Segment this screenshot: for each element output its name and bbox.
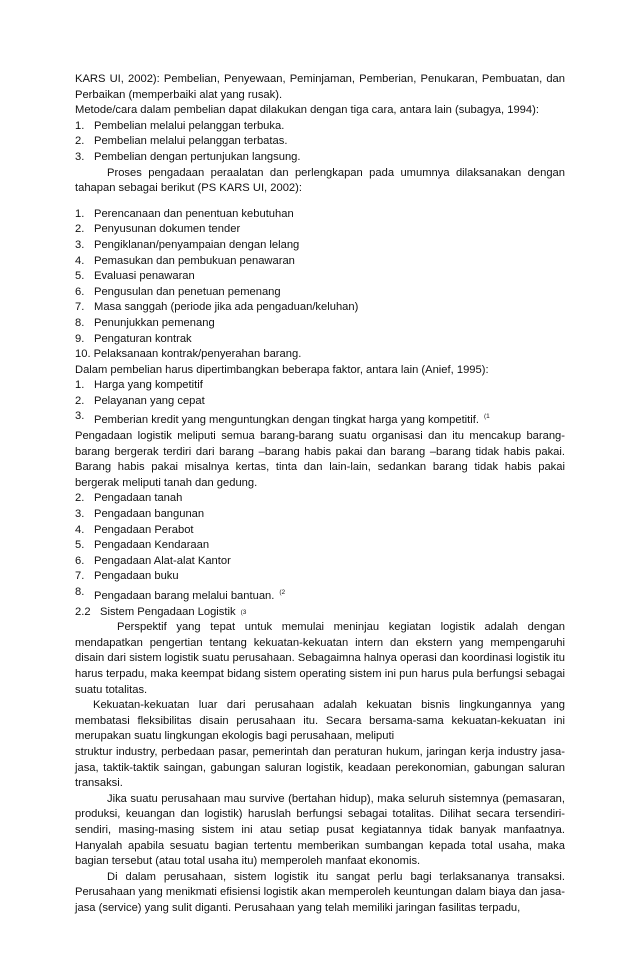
list-number: 7. <box>75 570 85 583</box>
footnote-marker: (3 <box>240 608 247 616</box>
section-number: 2.2 <box>75 605 91 618</box>
list-number: 2. <box>75 223 85 236</box>
list-text: Pengadaan bangunan <box>94 508 205 521</box>
list-number: 7. <box>75 301 85 314</box>
list-number: 4. <box>75 523 85 536</box>
list-number: 9. <box>75 332 85 345</box>
list-text: Pengiklanan/penyampaian dengan lelang <box>94 238 300 251</box>
list-item <box>75 569 565 585</box>
paragraph-kekuatan: Kekuatan-kekuatan luar dari perusahaan adalah kekuatan bisnis lingkungannya yang membatasi fleksibilitas disain perusahaan itu. Secara bersama-sama kekuatan-kekuatan ini merupakan suatu lingkungan ekologis bagi perusahaan, meliputi <box>75 699 565 743</box>
list-text: Pengadaan barang melalui bantuan. <box>94 590 275 602</box>
list-text: Pengusulan dan penetuan pemenang <box>94 285 281 298</box>
list-text: Pemasukan dan pembukuan penawaran <box>94 254 295 267</box>
list-item <box>75 300 565 316</box>
list-text: Pemberian kredit yang menguntungkan dengan tingkat harga yang kompetitif. <box>94 414 479 427</box>
list-text: Harga yang kompetitif <box>94 379 203 392</box>
paragraph-struktur: struktur industry, perbedaan pasar, pemerintah dan peraturan hukum, jaringan kerja industry jasa-jasa, taktik-taktik saingan, gabungan saluran logistik, keadaan perekonomian, gabungan saluran transaksi. <box>75 745 565 790</box>
list-number: 5. <box>75 539 85 552</box>
list-text: Pembelian melalui pelanggan terbuka. <box>94 119 285 132</box>
list-number: 6. <box>75 554 85 567</box>
list-number: 1. <box>75 119 85 132</box>
paragraph-proses: Proses pengadaan peraalatan dan perlengkapan pada umumnya dilaksanakan dengan tahapan sebagai berikut (PS KARS UI, 2002): <box>75 166 565 195</box>
list-number: 8. <box>75 586 85 598</box>
list-item <box>75 254 565 270</box>
paragraph-faktor: Dalam pembelian harus dipertimbangkan beberapa faktor, antara lain (Anief, 1995): <box>75 363 489 376</box>
list-text: Penunjukkan pemenang <box>94 316 215 329</box>
list-number: 5. <box>75 270 85 283</box>
list-item <box>75 269 565 285</box>
paragraph-survive: Jika suatu perusahaan mau survive (bertahan hidup), maka seluruh sistemnya (pemasaran, produksi, keuangan dan logistik) haruslah berfungsi sebagai totalitas. Dilihat secara tersendiri-sendiri, masing-masing sistem ini atau setiap pusat kegiatannya tidak banyak manfaatnya. Hanyalah apabila sesuatu bagian tertentu memberikan sumbangan kepada total usaha, maka bagian tersebut (atau total usaha itu) memperoleh manfaat ekonomis. <box>75 792 565 868</box>
list-item <box>75 150 565 166</box>
list-item <box>75 507 565 523</box>
list-number: 8. <box>75 316 85 329</box>
footnote-marker: (2 <box>279 589 286 596</box>
list-number: 2. <box>75 394 85 407</box>
list-number: 3. <box>75 508 85 521</box>
list-item <box>75 538 565 554</box>
footnote-marker: (1 <box>483 413 490 421</box>
list-text: Pembelian melalui pelanggan terbatas. <box>94 135 288 148</box>
list-text: Pembelian dengan pertunjukan langsung. <box>94 150 301 163</box>
list-item <box>75 378 565 394</box>
list-item <box>75 554 565 570</box>
list-text: Pelayanan yang cepat <box>94 394 205 407</box>
list-item <box>75 285 565 301</box>
list-number: 1. <box>75 379 85 392</box>
list-tahapan <box>75 207 565 363</box>
list-item <box>75 394 565 410</box>
paragraph-logistik: Pengadaan logistik meliputi semua barang-barang suatu organisasi dan itu mencakup barang-barang bergerak terdiri dari barang –barang habis pakai dan barang –barang tidak habis pakai. Barang habis pakai misalnya kertas, tinta dan lain-lain, sedankan barang tidak habis pakai bergerak meliputi tanah dan gedung. <box>75 430 565 489</box>
paragraph-metode: Metode/cara dalam pembelian dapat dilakukan dengan tiga cara, antara lain (subagya, 1994): <box>75 104 539 117</box>
list-item <box>75 134 565 150</box>
list-number: 6. <box>75 285 85 298</box>
section-title: Sistem Pengadaan Logistik <box>100 605 236 618</box>
section-heading <box>75 605 565 621</box>
list-text: Penyusunan dokumen tender <box>94 223 241 236</box>
list-item <box>75 491 565 507</box>
list-item <box>75 207 565 223</box>
list-text: Perencanaan dan penentuan kebutuhan <box>94 207 294 220</box>
list-text: Pengadaan tanah <box>94 492 183 505</box>
list-item <box>75 409 565 429</box>
list-item <box>75 119 565 135</box>
list-text: Pengadaan Perabot <box>94 523 194 536</box>
list-item <box>75 585 565 605</box>
list-metode <box>75 119 565 166</box>
list-number: 10. <box>75 348 91 361</box>
list-item <box>75 523 565 539</box>
paragraph-didalam: Di dalam perusahaan, sistem logistik itu sangat perlu bagi terlaksananya transaksi. Perusahaan yang menikmati efisiensi logistik akan memperoleh keuntungan dalam biaya dan jasa-jasa (service) yang sulit diganti. Perusahaan yang telah memiliki jaringan fasilitas terpadu, <box>75 870 565 914</box>
list-item <box>75 316 565 332</box>
list-text: Pengadaan buku <box>94 570 179 583</box>
paragraph-perspektif: Perspektif yang tepat untuk memulai meninjau kegiatan logistik adalah dengan mendapatkan pengertian tentang kekuatan-kekuatan intern dan ekstern yang mempengaruhi disain dari sistem logistik suatu perusahaan. Sebagaimna halnya operasi dan koordinasi logistik itu harus terpadu, maka keempat bidang sistem operating sistem ini pun harus pula berfungsi sebagai suatu totalitas. <box>75 621 565 696</box>
list-pengadaan <box>75 491 565 604</box>
paragraph-intro: KARS UI, 2002): Pembelian, Penyewaan, Peminjaman, Pemberian, Penukaran, Pembuatan, dan Perbaikan (memperbaiki alat yang rusak). <box>75 73 565 101</box>
list-text: Pelaksanaan kontrak/penyerahan barang. <box>93 348 302 361</box>
list-item <box>75 332 565 348</box>
list-text: Pengadaan Kendaraan <box>94 539 210 552</box>
list-faktor <box>75 378 565 429</box>
list-item <box>75 238 565 254</box>
list-number: 3. <box>75 150 85 163</box>
list-item <box>75 222 565 238</box>
list-text: Pengaturan kontrak <box>94 332 192 345</box>
list-number: 3. <box>75 238 85 251</box>
list-number: 3. <box>75 410 85 423</box>
list-text: Masa sanggah (periode jika ada pengaduan/keluhan) <box>94 301 359 314</box>
document-page <box>75 72 565 916</box>
list-number: 4. <box>75 254 85 267</box>
spacer <box>75 197 565 207</box>
list-item <box>75 347 565 363</box>
list-number: 1. <box>75 207 85 220</box>
list-text: Pengadaan Alat-alat Kantor <box>94 554 231 567</box>
list-text: Evaluasi penawaran <box>94 270 195 283</box>
list-number: 2. <box>75 135 85 148</box>
list-number: 2. <box>75 492 85 505</box>
